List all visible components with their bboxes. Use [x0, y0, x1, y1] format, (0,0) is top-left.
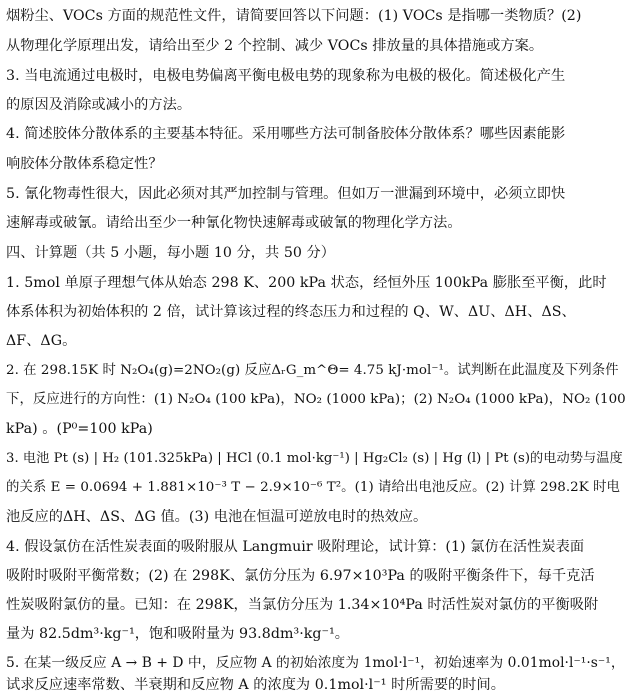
text-line-6: 响胶体分散体系稳定性？	[6, 156, 163, 172]
text-line-3: 3. 当电流通过电极时，电极电势偏离平衡电极电势的现象称为电极的极化。简述极化产生	[6, 68, 566, 84]
text-line-23: 5. 在某一级反应 A → B + D 中，反应物 A 的初始浓度为 1mol·l⁻¹，初始速率为 0.01mol·l⁻¹·s⁻¹，	[6, 655, 625, 671]
text-line-11: 体系体积为初始体积的 2 倍，试计算该过程的终态压力和过程的 Q、W、ΔU、ΔH、ΔS、	[6, 304, 576, 320]
text-line-4: 的原因及消除或减小的方法。	[6, 97, 192, 113]
text-line-24: 试求反应速率常数、半衰期和反应物 A 的浓度为 0.1mol·l⁻¹ 时所需要的时间。	[6, 677, 506, 693]
text-line-22: 量为 82.5dm³·kg⁻¹，饱和吸附量为 93.8dm³·kg⁻¹。	[6, 626, 350, 642]
text-line-13: 2. 在 298.15K 时 N₂O₄(g)=2NO₂(g) 反应ΔᵣG_m^Θ= 4.75 kJ·mol⁻¹。试判断在此温度及下列条件	[6, 363, 619, 378]
text-line-21: 性炭吸附氯仿的量。已知：在 298K，当氯仿分压为 1.34×10⁴Pa 时活性炭对氯仿的平衡吸附	[6, 597, 599, 613]
text-line-5: 4. 简述胶体分散体系的主要基本特征。采用哪些方法可制备胶体分散体系？哪些因素能影	[6, 126, 566, 142]
text-line-19: 4. 假设氯仿在活性炭表面的吸附服从 Langmuir 吸附理论，试计算：(1) 氯仿在活性炭表面	[6, 539, 585, 555]
text-line-16: 3. 电池 Pt (s) | H₂ (101.325kPa) | HCl (0.1 mol·kg⁻¹) | Hg₂Cl₂ (s) | Hg (l) | Pt (s)的电动势与温度	[6, 451, 623, 466]
text-line-2: 从物理化学原理出发，请给出至少 2 个控制、减少 VOCs 排放量的具体措施或方案。	[6, 38, 544, 54]
text-line-14: 下，反应进行的方向性：(1) N₂O₄ (100 kPa)，NO₂ (1000 kPa)；(2) N₂O₄ (1000 kPa)，NO₂ (100	[6, 392, 626, 407]
text-line-7: 5. 氰化物毒性很大，因此必须对其严加控制与管理。但如万一泄漏到环境中，必须立即快	[6, 186, 566, 202]
text-line-20: 吸附时吸附平衡常数；(2) 在 298K、氯仿分压为 6.97×10³Pa 的吸附平衡条件下，每千克活	[6, 568, 595, 584]
text-line-18: 池反应的ΔH、ΔS、ΔG 值。(3) 电池在恒温可逆放电时的热效应。	[6, 509, 428, 525]
text-line-1: 烟粉尘、VOCs 方面的规范性文件，请简要回答以下问题：(1) VOCs 是指哪一类物质？(2)	[6, 8, 582, 24]
section-heading: 四、计算题（共 5 小题，每小题 10 分，共 50 分）	[6, 245, 336, 261]
text-line-10: 1. 5mol 单原子理想气体从始态 298 K、200 kPa 状态，经恒外压 100kPa 膨胀至平衡，此时	[6, 275, 607, 291]
text-line-15: kPa) 。(P⁰=100 kPa)	[6, 421, 153, 437]
text-line-8: 速解毒或破氰。请给出至少一种氰化物快速解毒或破氰的物理化学方法。	[6, 215, 462, 231]
text-line-12: ΔF、ΔG。	[6, 333, 77, 349]
text-line-17: 的关系 E = 0.0694 + 1.881×10⁻³ T − 2.9×10⁻⁶ T²。(1) 请给出电池反应。(2) 计算 298.2K 时电	[6, 480, 620, 495]
